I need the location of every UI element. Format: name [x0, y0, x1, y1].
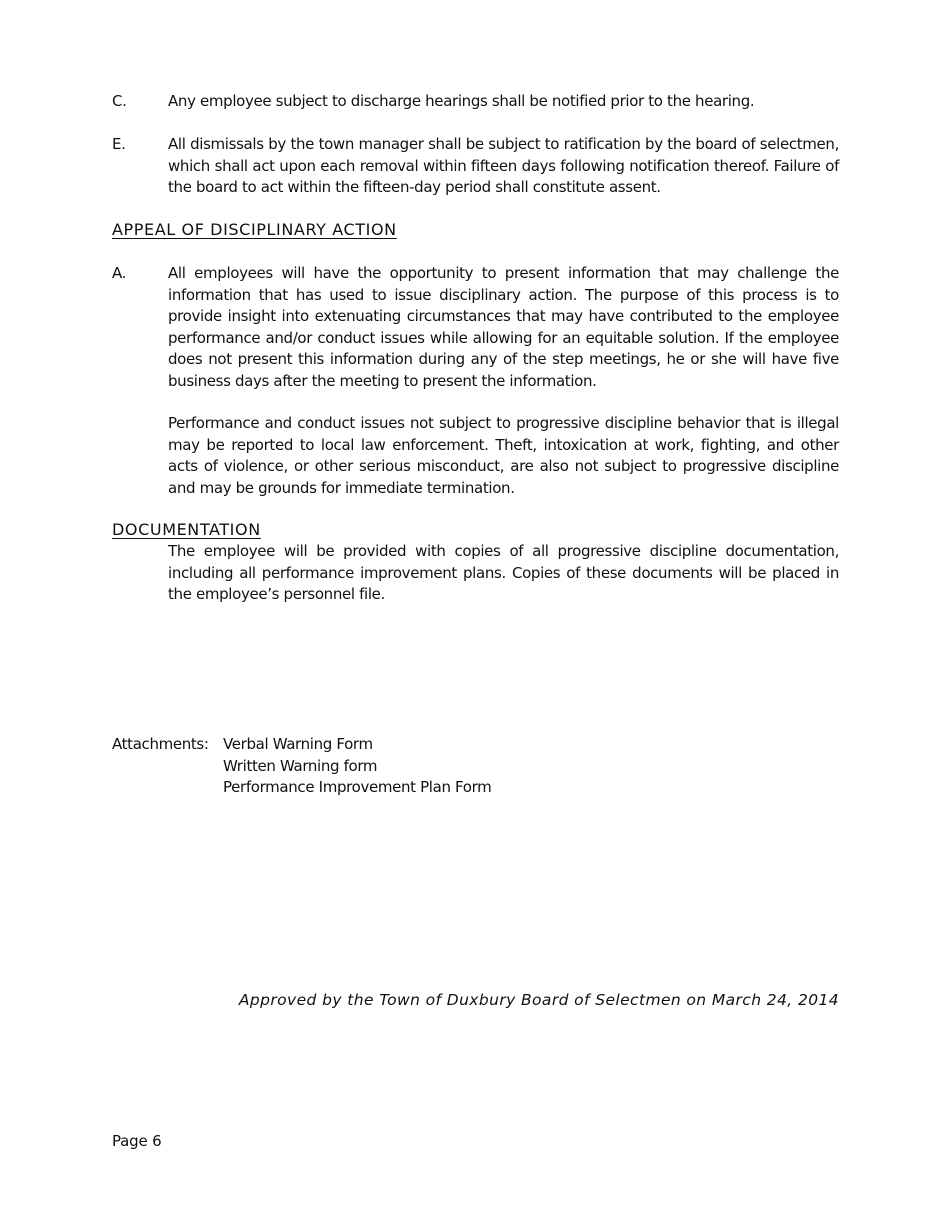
section-heading-appeal: APPEAL OF DISCIPLINARY ACTION [112, 220, 397, 239]
list-marker: E. [112, 135, 126, 153]
list-marker: A. [112, 264, 127, 282]
page-number: Page 6 [112, 1132, 162, 1150]
attachment-item: Written Warning form [223, 756, 378, 775]
section-heading-documentation: DOCUMENTATION [112, 520, 261, 539]
appeal-paragraph-2: Performance and conduct issues not subject to progressive discipline behavior that is illegal may be reported to local law enforcement. Theft, intoxication at work, fighting, and other acts of violence, or other serious misconduct, are also not subject to progressive discipline and may be grounds for immediate termination. [168, 414, 839, 497]
list-marker: C. [112, 92, 127, 110]
appeal-paragraph-1: All employees will have the opportunity to present information that may challenge the information that has used to issue disciplinary action. The purpose of this process is to provide insight into extenuating circumstances that may have contributed to the employee performance and/or conduct issues while allowing for an equitable solution. If the employee does not present this information during any of the step meetings, he or she will have five business days after the meeting to present the information. [168, 264, 839, 390]
attachment-item: Verbal Warning Form [223, 735, 373, 753]
attachments-list [223, 734, 491, 799]
attachments-label: Attachments: [112, 735, 209, 753]
documentation-paragraph: The employee will be provided with copies of all progressive discipline documentation, including all performance improvement plans. Copies of these documents will be placed in the employee’s personnel file. [168, 542, 839, 603]
attachment-item: Performance Improvement Plan Form [223, 778, 492, 796]
list-item-text: All dismissals by the town manager shall be subject to ratification by the board of selectmen, which shall act upon each removal within fifteen days following notification thereof. Failure of the board to act within the fifteen-day period shall constitute assent. [168, 135, 839, 196]
approval-statement: Approved by the Town of Duxbury Board of Selectmen on March 24, 2014 [238, 991, 839, 1009]
list-item-text: Any employee subject to discharge hearings shall be notified prior to the hearing. [168, 92, 755, 110]
